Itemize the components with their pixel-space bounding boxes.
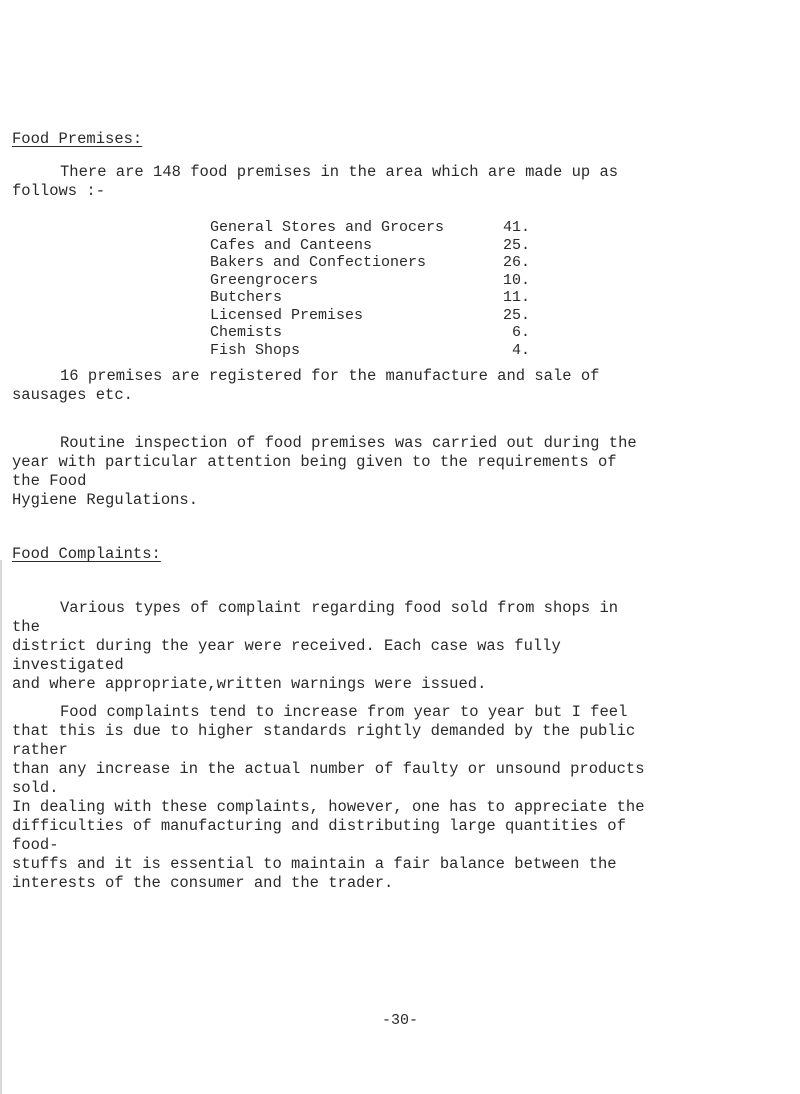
premises-count: 25. (502, 236, 530, 254)
premises-count: 25. (502, 306, 530, 324)
premises-type: Greengrocers (210, 271, 319, 289)
complaints-paragraph-1: Various types of complaint regarding food sold from shops in the district during the year were received. Each case was fully investigated and where appropriate,written warnings were issued. (12, 599, 619, 693)
premises-type: Cafes and Canteens (210, 236, 373, 254)
premises-count: 11. (502, 289, 530, 306)
premises-count: 4. (511, 341, 530, 359)
list-item (210, 342, 530, 360)
routine-inspection-paragraph: Routine inspection of food premises was carried out during the year with particular attention being given to the requirements of the Food Hygiene Regulations. (12, 434, 637, 509)
premises-type: Fish Shops (210, 341, 301, 359)
list-item (210, 324, 530, 342)
premises-type: Butchers (210, 289, 283, 306)
premises-count: 41. (502, 219, 530, 236)
premises-type: Licensed Premises (210, 306, 364, 324)
premises-type: Bakers and Confectioners (210, 254, 427, 271)
list-item (210, 254, 530, 272)
premises-list (210, 219, 530, 359)
premises-type: Chemists (210, 324, 283, 341)
food-complaints-heading: Food Complaints: (12, 545, 161, 563)
sausages-paragraph: 16 premises are registered for the manufacture and sale of sausages etc. (12, 367, 600, 404)
complaints-paragraph-2: Food complaints tend to increase from year to year but I feel that this is due to higher standards rightly demanded by the public rather than any increase in the actual number of faulty or unsound products sold. In dealing with these complaints, however, one has to appreciate the difficulties of manufacturing and distributing large quantities of food- stuffs and it is essential to maintain a fair balance between the interests of the consumer and the trader. (12, 703, 645, 892)
food-premises-intro: There are 148 food premises in the area which are made up as follows :- (12, 163, 619, 200)
premises-type: General Stores and Grocers (210, 219, 445, 236)
list-item (210, 272, 530, 290)
page-number: -30- (381, 1012, 418, 1029)
premises-count: 26. (502, 254, 530, 271)
premises-count: 10. (502, 271, 530, 289)
list-item (210, 289, 530, 307)
list-item (210, 237, 530, 255)
premises-count: 6. (511, 324, 530, 341)
list-item (210, 307, 530, 325)
food-premises-heading: Food Premises: (12, 130, 143, 148)
page-edge-line (0, 560, 2, 1094)
list-item (210, 219, 530, 237)
